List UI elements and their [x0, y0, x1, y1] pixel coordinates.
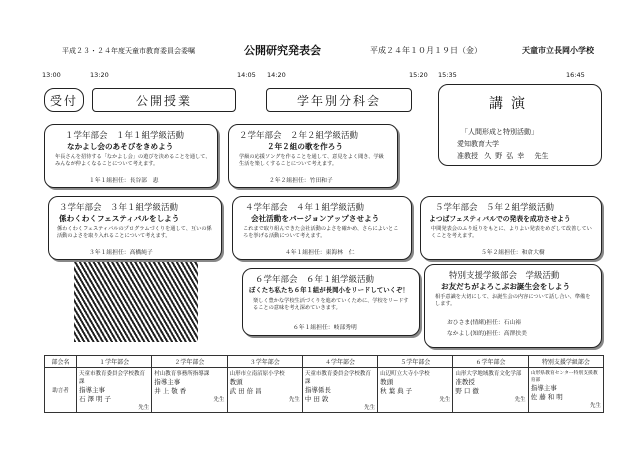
- time-marker: 13:20: [90, 71, 109, 79]
- advisor-name: 中田敦: [304, 395, 331, 403]
- card-description: 年長さんを招待する「なかよし会」の遊びを決めることを通して、みんなが仲よくなることについて考えます。: [55, 154, 211, 168]
- card-teacher-2: なかよし(知的)担任：高澤扶美: [447, 331, 527, 337]
- advisor-name: 佐藤和明: [530, 393, 565, 401]
- time-marker: 14:20: [267, 71, 286, 79]
- advisor-org: 山形大学地域教育文化学部: [455, 371, 522, 377]
- table-cell: [152, 368, 227, 413]
- card-theme: 会社活動をバージョンアップさせよう: [251, 214, 380, 223]
- advisor-honorific: 先生: [514, 397, 526, 403]
- page-title: 公開研究発表会: [244, 44, 321, 57]
- table-cell: ６学年部会: [453, 356, 528, 368]
- grade5-card: [420, 196, 602, 260]
- advisor-org: 山形県教育センター特別支援教育部: [530, 371, 598, 383]
- table-cell: [77, 368, 152, 413]
- students-photo: [74, 262, 198, 342]
- school-name: 天童市立長岡小学校: [522, 46, 594, 55]
- advisor-role: 指導主事: [79, 386, 105, 394]
- advisor-honorific: 先生: [589, 403, 601, 409]
- time-marker: 14:05: [237, 71, 256, 79]
- row-label: 部会名: [45, 356, 77, 368]
- event-date: 平成２４年１０月１９日（金）: [370, 46, 482, 55]
- card-teacher: ４年１組担任：東海林 仁: [285, 250, 355, 256]
- advisor-org: 山形市立南沼原小学校: [229, 371, 285, 377]
- card-description: 中間発表会のふり返りをもとに、よりよい発表をめざして改善していくことを考えます。: [431, 226, 592, 240]
- card-theme: 係わくわくフェスティバルをしよう: [59, 214, 180, 223]
- time-marker: 15:20: [409, 71, 428, 79]
- advisor-name: 秋葉典子: [380, 387, 415, 395]
- grade3-card: [48, 196, 222, 260]
- advisor-role: 教頭: [229, 378, 243, 386]
- advisor-honorific: 先生: [288, 397, 300, 403]
- card-heading: ３学年部会 ３年１組学級活動: [59, 203, 179, 213]
- advisor-role: 教頭: [380, 378, 394, 386]
- table-cell: [227, 368, 302, 413]
- card-heading: ４学年部会 ４年１組学級活動: [245, 203, 365, 213]
- card-teacher: １年１組担任：長谷部 恵: [89, 178, 159, 184]
- card-heading: ６学年部会 ６年１組学級活動: [255, 275, 375, 285]
- card-teacher: ２年２組担任：竹田和子: [269, 178, 333, 184]
- card-theme: よつばフェスティバルでの発表を成功させよう: [429, 215, 571, 223]
- lecturer: [457, 151, 548, 161]
- advisor-honorific: 先生: [439, 397, 451, 403]
- card-theme: ２年２組の歌を作ろう: [267, 142, 343, 151]
- card-heading: １学年部会 １年１組学級活動: [65, 131, 185, 141]
- card-theme: お友だちがよろこぶお誕生会をしよう: [441, 282, 571, 291]
- card-teacher: ６年１組担任：岐部秀明: [293, 325, 357, 331]
- advisor-role: 指導係長: [304, 386, 331, 394]
- time-marker: 13:00: [42, 71, 61, 79]
- table-cell: ５学年部会: [378, 356, 453, 368]
- table-cell: [378, 368, 453, 413]
- card-description: これまで取り組んできた会社活動のよさを確かめ、さらによいところを挙げる活動について考えます。: [243, 226, 399, 240]
- table-row: [45, 368, 604, 413]
- card-heading: 特別支援学級部会 学級活動: [449, 271, 560, 281]
- row-label: 助言者: [45, 368, 77, 413]
- card-teacher: ５年２組担任：和倉大樹: [481, 250, 545, 256]
- advisor-name: 野口徹: [455, 387, 481, 395]
- time-marker: 15:35: [438, 71, 457, 79]
- lecturer-role: 准教授: [457, 152, 478, 160]
- advisor-org: 山辺町立大寺小学校: [380, 371, 430, 377]
- lecturer-name: 久野弘幸: [484, 152, 529, 160]
- advisor-org: 天童市教育委員会学校教育課: [79, 371, 146, 385]
- card-description: 学級の応援ソングを作ることを通して、意見をよく聞き、学級生活を楽しくすることについて考えます。: [239, 154, 384, 168]
- card-theme: ぼくたち私たち６年１組が長岡小をリードしていくぞ！: [249, 286, 409, 294]
- advisor-role: 指導主事: [154, 378, 181, 386]
- advisor-name: 石澤明子: [79, 395, 113, 403]
- advisor-name: 井上敬香: [154, 387, 189, 395]
- time-marker: 16:45: [566, 71, 585, 79]
- table-cell: [453, 368, 528, 413]
- advisor-name: 武田倍昌: [229, 387, 264, 395]
- table-cell: ３学年部会: [227, 356, 302, 368]
- subcommittee-box: 学年別分科会: [266, 88, 412, 112]
- special-support-card: [424, 264, 602, 348]
- advisor-org: 村山教育事務所指導課: [154, 371, 210, 377]
- advisor-org: 天童市教育委員会学校教育課: [304, 371, 371, 385]
- card-heading: ２学年部会 ２年２組学級活動: [239, 131, 359, 141]
- card-teacher: おひさま(情緒)担任：石山裕: [447, 320, 522, 326]
- commission-label: 平成２３・２４年度天童市教育委員会委嘱: [62, 47, 195, 55]
- table-header-row: [45, 356, 604, 368]
- lecture-org: 愛知教育大学: [457, 140, 499, 148]
- lecture-topic: 「人間形成と特別活動」: [461, 128, 538, 136]
- lecture-box: [438, 84, 602, 166]
- lecturer-title: 先生: [534, 152, 549, 160]
- grade6-card: [242, 268, 420, 336]
- table-cell: 特別支援学級部会: [528, 356, 603, 368]
- open-class-box: 公開授業: [92, 88, 236, 112]
- advisor-honorific: 先生: [364, 405, 376, 411]
- table-cell: ２学年部会: [152, 356, 227, 368]
- grade2-card: [228, 124, 398, 188]
- lecture-heading: 講演: [489, 96, 533, 112]
- advisor-honorific: 先生: [138, 405, 150, 411]
- table-cell: １学年部会: [77, 356, 152, 368]
- table-cell: ４学年部会: [302, 356, 377, 368]
- card-description: 相手意識を大切にして、お誕生会の内容について話し合い、準備をします。: [435, 294, 591, 308]
- grade4-card: [232, 196, 412, 260]
- card-description: 係わくわくフェスティバルのプログラムづくりを通して、互いの係活動のよさを取り入れることについて考えます。: [57, 226, 212, 240]
- table-cell: [528, 368, 603, 413]
- reception-box: 受付: [44, 88, 84, 112]
- card-description: 楽しく豊かな学校生活づくりを進めていくために、学校をリードすることの意味を考え深めていきます。: [253, 298, 409, 312]
- card-teacher: ３年１組担任：高橋純子: [89, 250, 153, 256]
- card-heading: ５学年部会 ５年２組学級活動: [435, 203, 555, 213]
- advisor-table: [44, 355, 604, 413]
- card-theme: なかよし会のあそびをきめよう: [67, 142, 174, 151]
- table-cell: [302, 368, 377, 413]
- advisor-honorific: 先生: [213, 397, 225, 403]
- advisor-role: 准教授: [455, 378, 475, 386]
- advisor-role: 指導主事: [530, 384, 557, 392]
- grade1-card: [44, 124, 218, 188]
